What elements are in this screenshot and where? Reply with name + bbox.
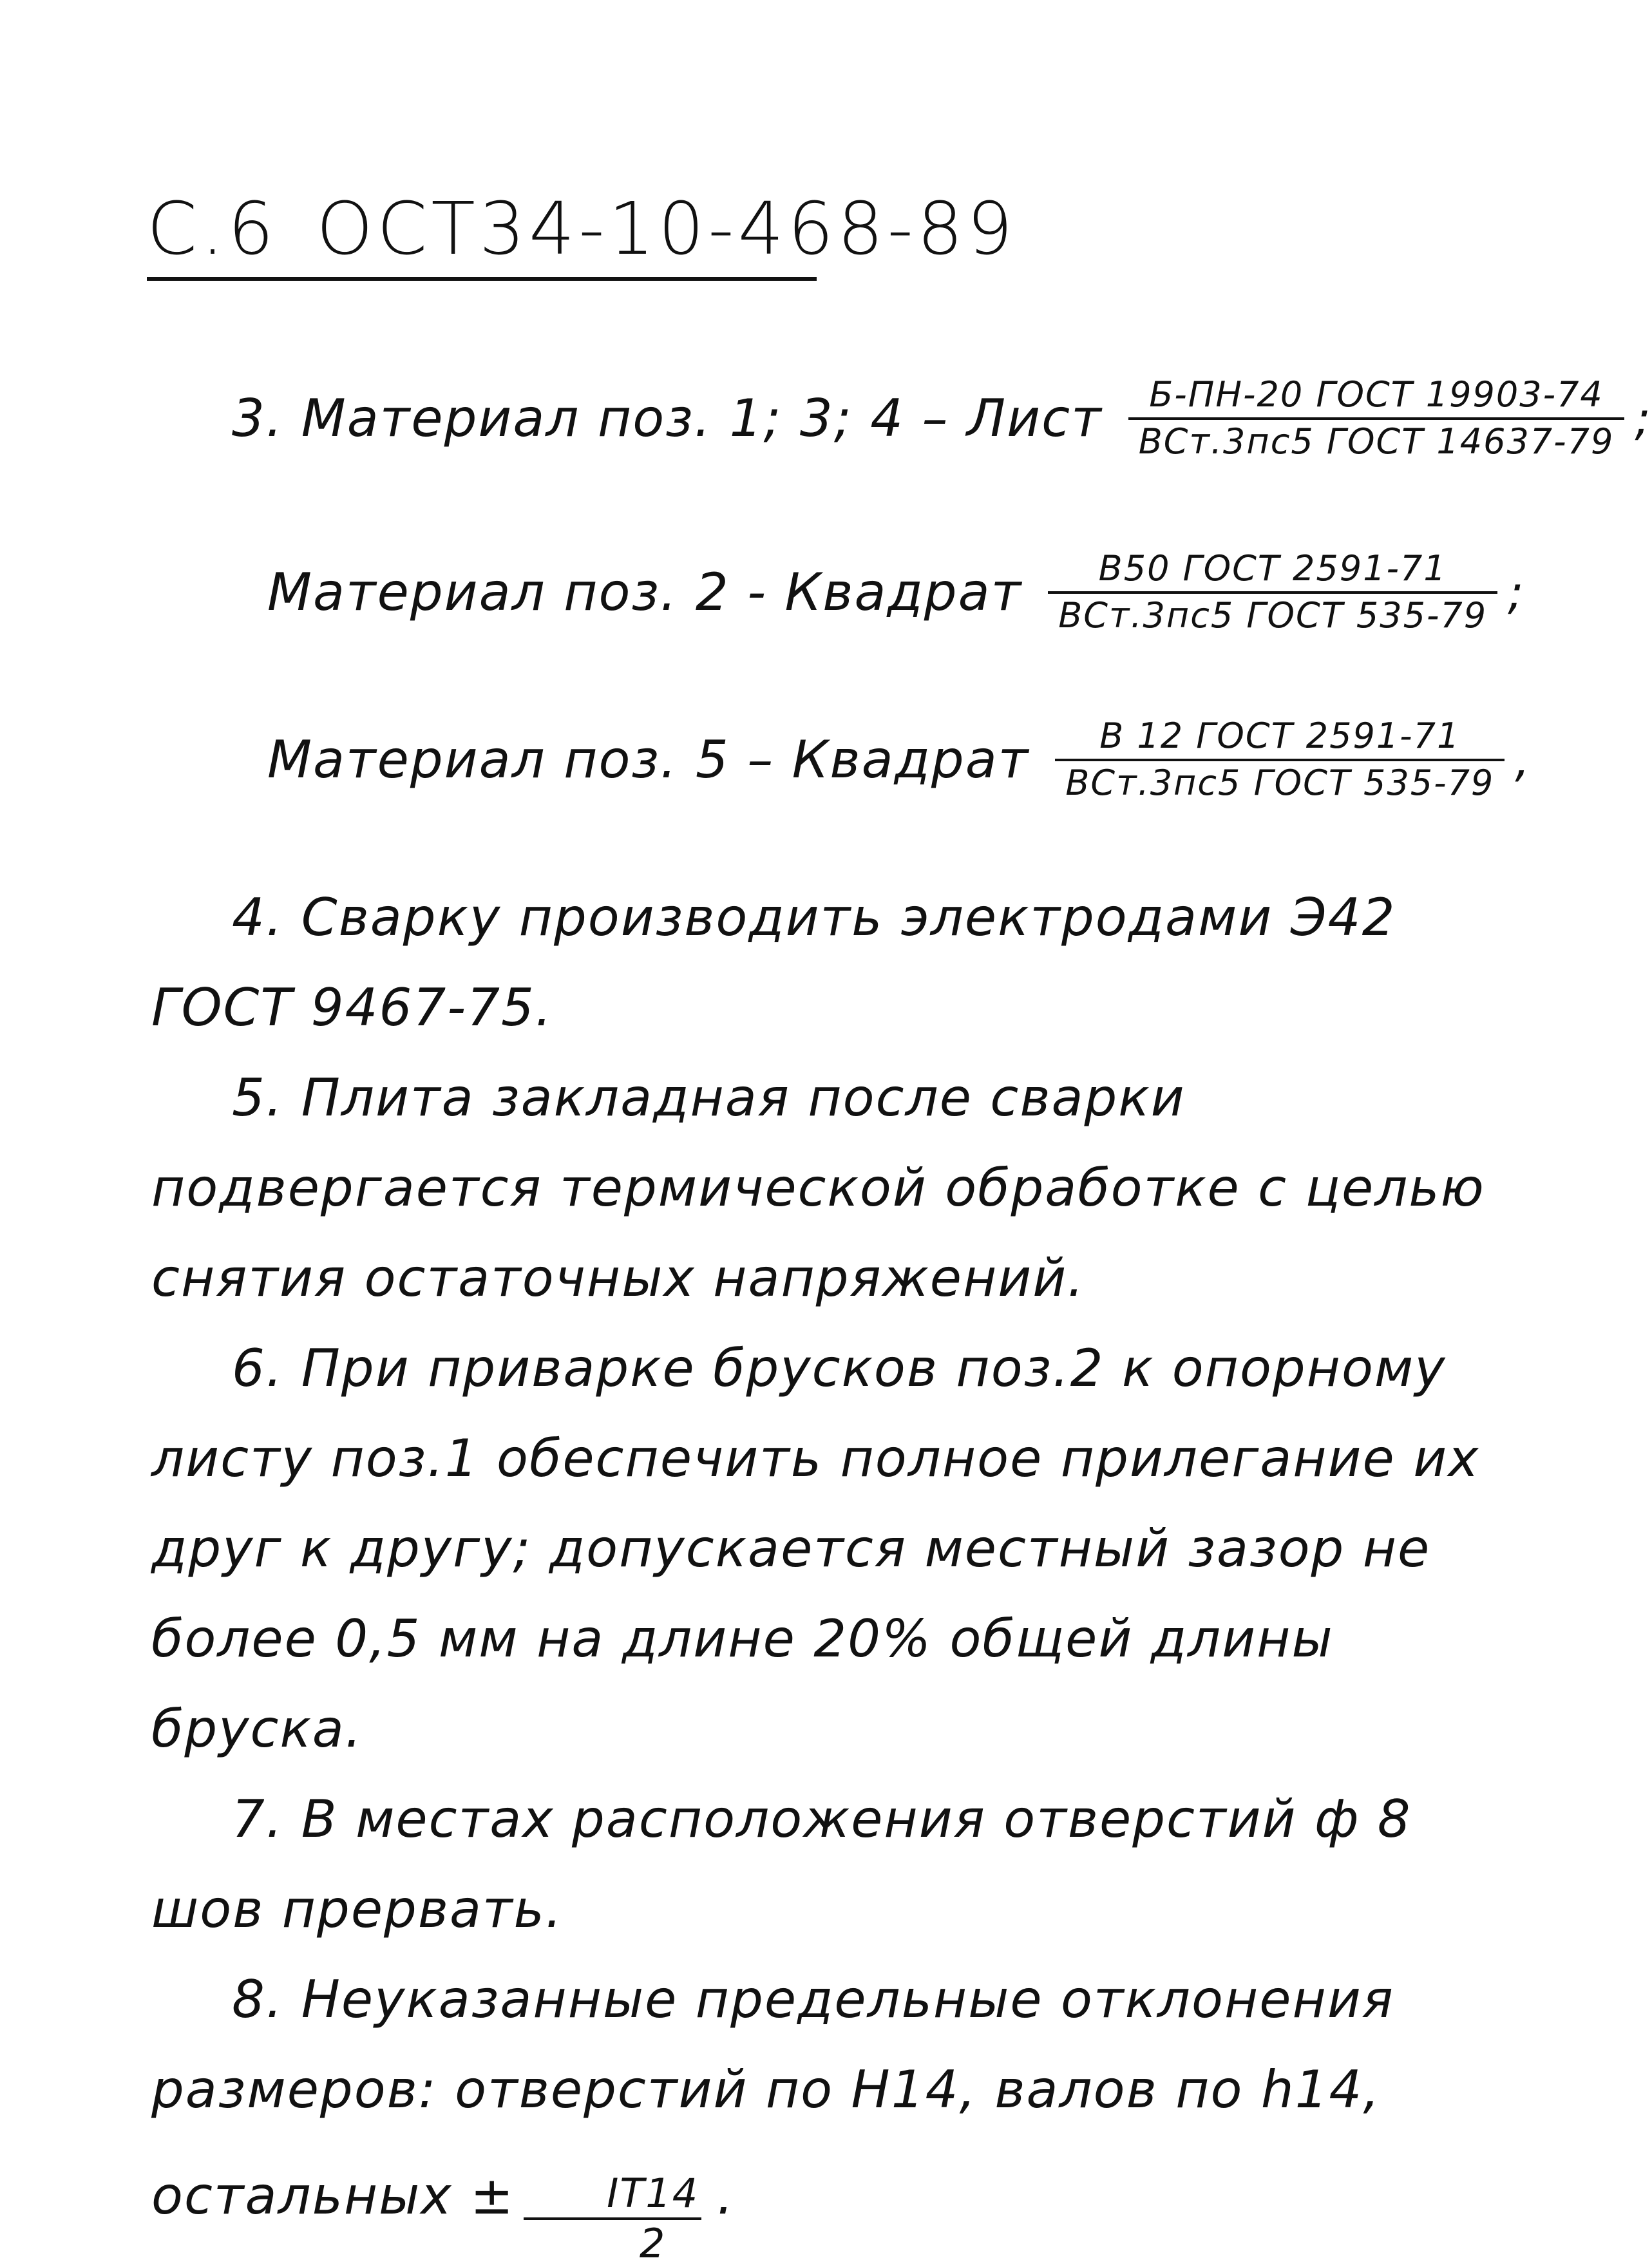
notes-block: [151, 873, 1523, 2267]
fraction-denominator: ВСт.3пс5 ГОСТ 535-79: [1058, 594, 1488, 636]
fraction-numerator: В 12 ГОСТ 2591-71: [1099, 716, 1461, 756]
material-punct: ,: [1515, 732, 1532, 787]
material-row-3: [267, 718, 1531, 801]
fraction-denominator: ВСт.3пс5 ГОСТ 535-79: [1065, 762, 1495, 803]
header-underline: [147, 277, 817, 281]
material-row-1: [232, 374, 1652, 462]
material-fraction: [1055, 718, 1505, 801]
fraction-bar: [1055, 759, 1505, 761]
document-code: ОСТ34-10-468-89: [316, 187, 1017, 271]
tolerance-numerator: IT14: [607, 2170, 699, 2217]
material-punct: ;: [1635, 391, 1652, 446]
page-number: С.6: [147, 187, 278, 271]
material-label: Материал поз. 2 - Квадрат: [267, 562, 1023, 623]
tolerance-fraction: [524, 2170, 701, 2267]
note-8: [151, 1955, 1523, 2267]
material-fraction: [1128, 374, 1625, 462]
note-6: 6. При приварке брусков поз.2 к опорному листу поз.1 обеспечить полное прилегание их друг к другу; допускается местный зазор не более 0,5 мм на длине 20% общей длины бруска.: [151, 1338, 1480, 1759]
fraction-numerator: Б-ПН-20 ГОСТ 19903-74: [1149, 374, 1604, 415]
note-8-text: 8. Неуказанные предельные отклонения размеров: отверстий по H14, валов по h14, остальных ±: [151, 1969, 1394, 2226]
material-label: Материал поз. 5 – Квадрат: [267, 730, 1030, 790]
note-7: 7. В местах расположения отверстий ф 8 шов прервать.: [151, 1789, 1412, 1939]
fraction-denominator: ВСт.3пс5 ГОСТ 14637-79: [1138, 421, 1615, 462]
fraction-bar: [1128, 417, 1625, 420]
material-row-2: [267, 548, 1525, 636]
material-label: 3. Материал поз. 1; 3; 4 – Лист: [232, 388, 1103, 449]
note-4: 4. Сварку производить электродами Э42 ГОСТ 9467-75.: [151, 887, 1396, 1038]
material-fraction: [1048, 548, 1497, 636]
fraction-bar: [1048, 591, 1497, 594]
page-header: [147, 187, 1017, 271]
tolerance-bar: [524, 2217, 701, 2220]
note-5: 5. Плита закладная после сварки подвергается термической обработке с целью снятия остаточных напряжений.: [151, 1068, 1485, 1308]
fraction-numerator: В50 ГОСТ 2591-71: [1098, 548, 1447, 589]
tolerance-denominator: 2: [639, 2220, 667, 2267]
material-punct: ;: [1508, 565, 1525, 620]
note-8-end: .: [717, 2165, 735, 2226]
